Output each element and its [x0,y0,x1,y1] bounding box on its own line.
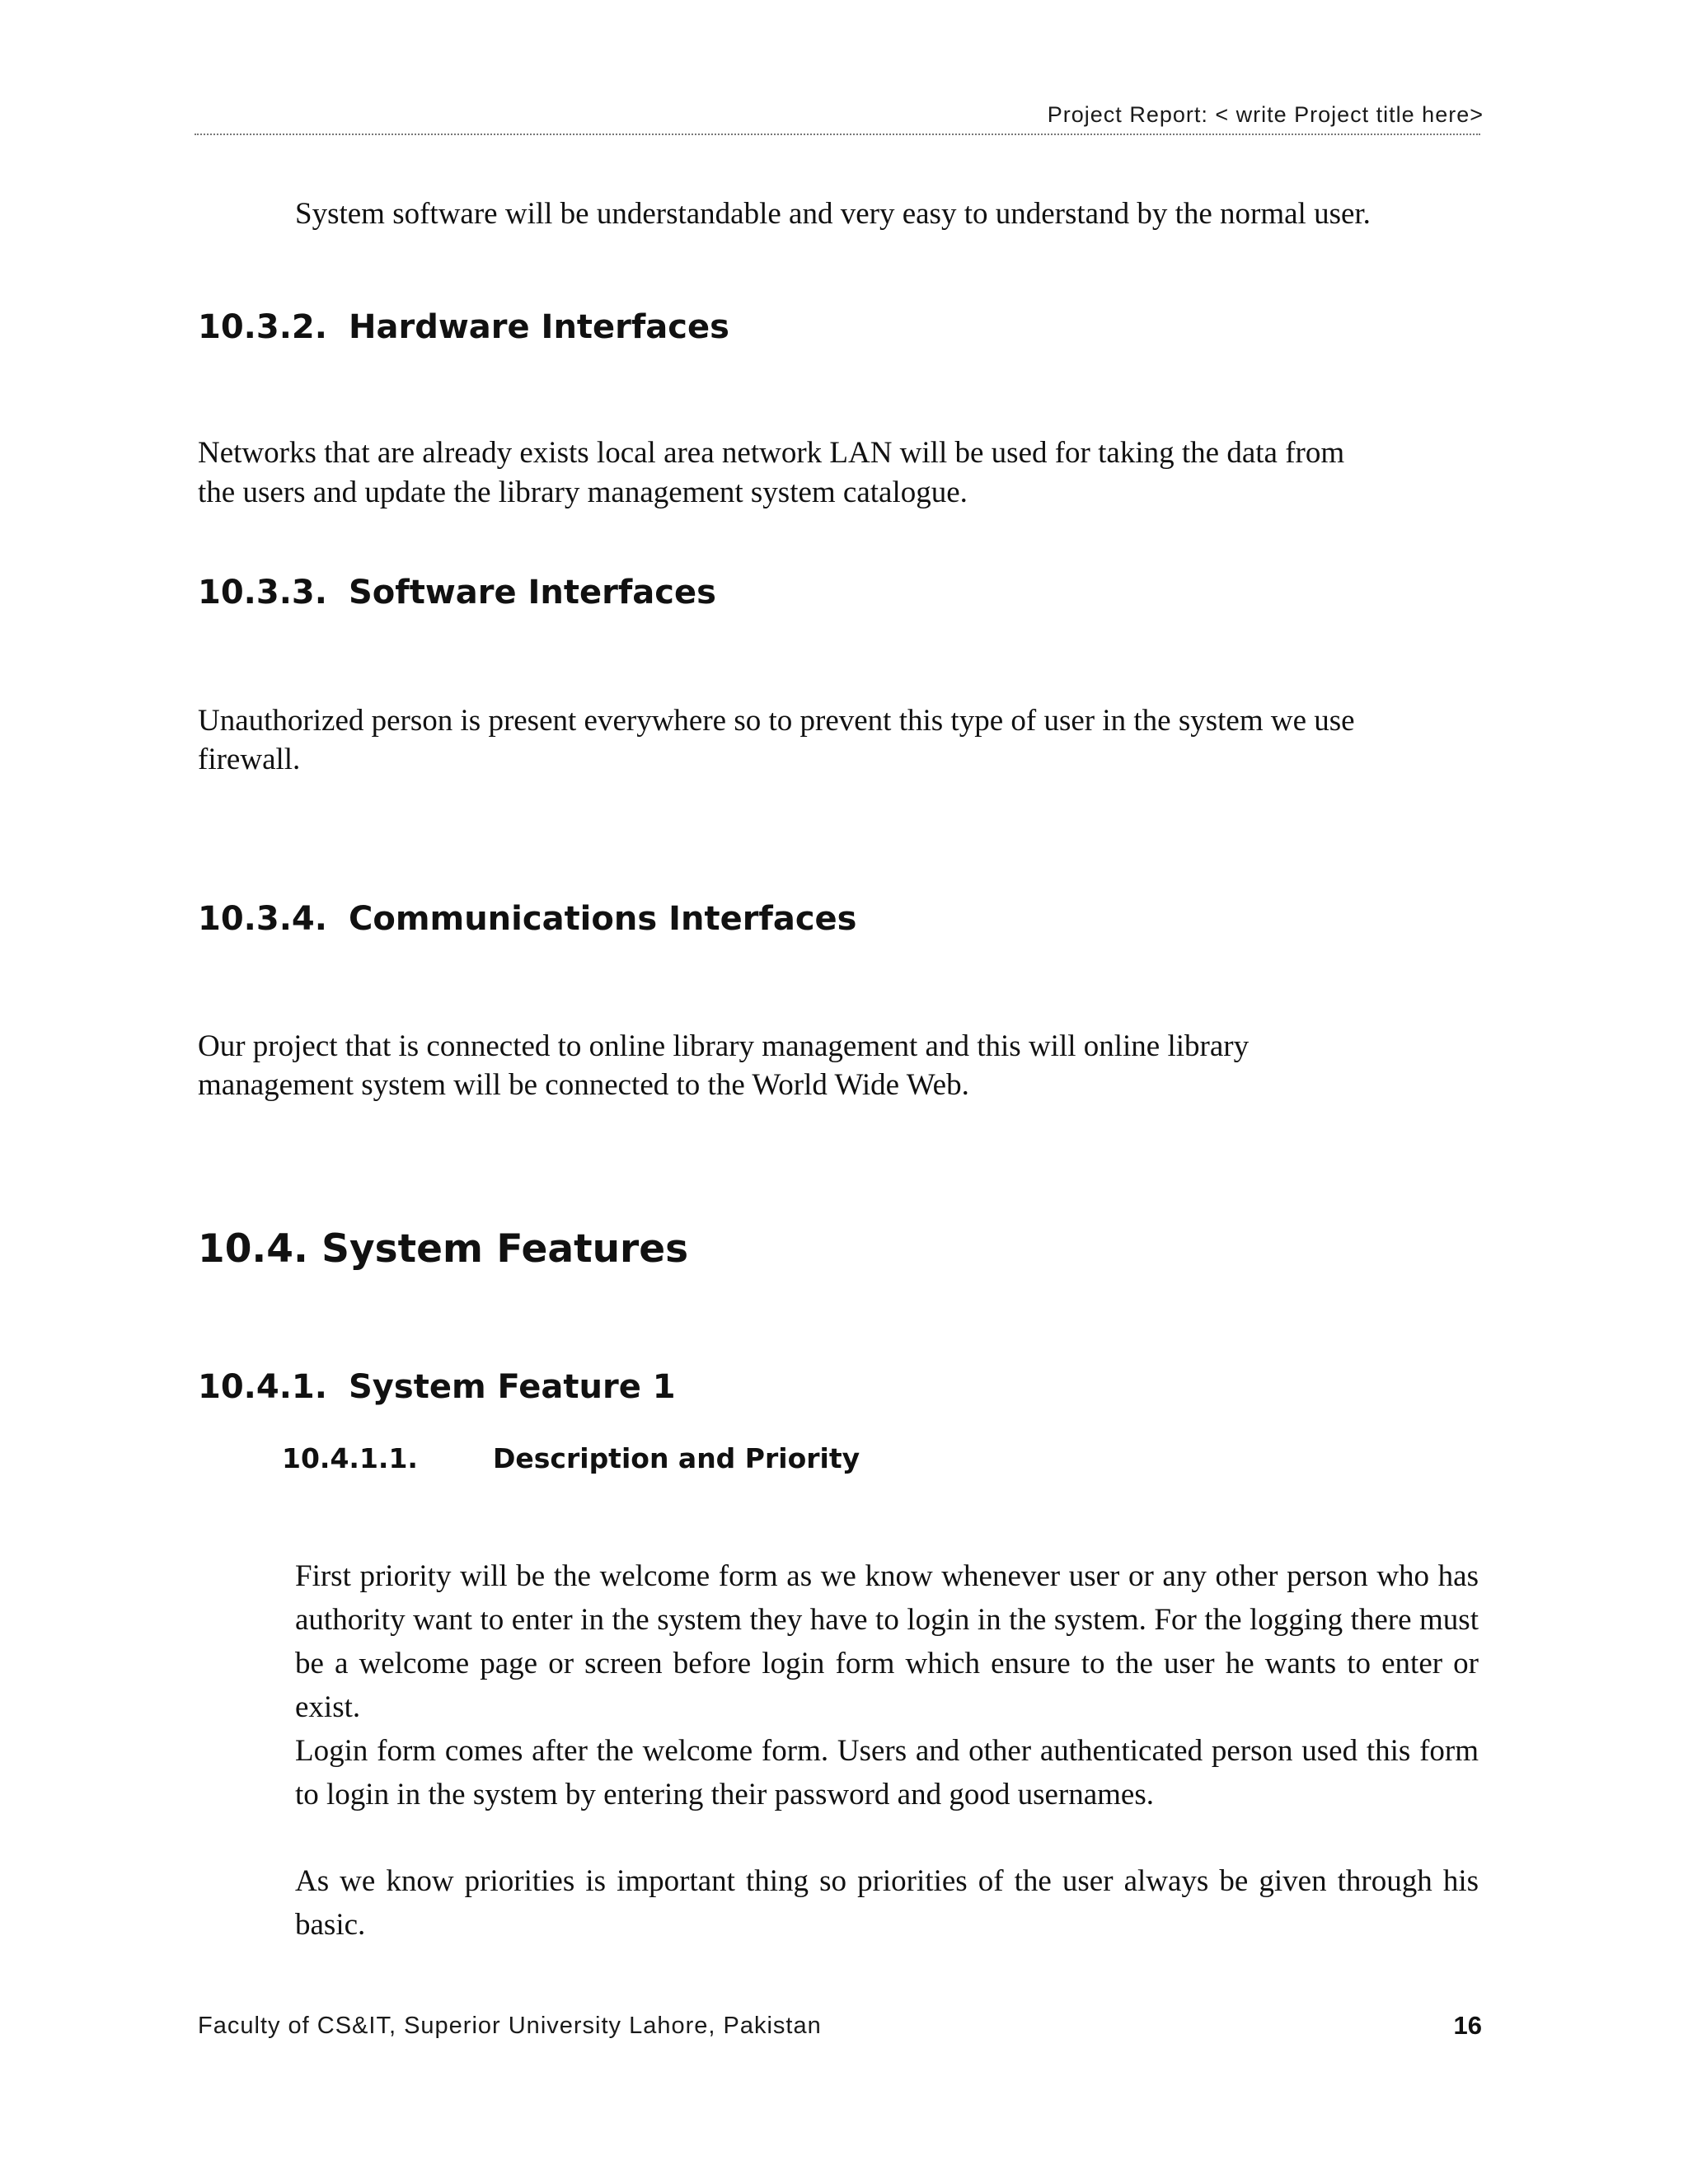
section-heading-software [198,574,716,612]
page-number: 16 [1453,2011,1482,2040]
section-title: System Feature 1 [349,1368,676,1406]
feature-paragraph-3: As we know priorities is important thing so priorities of the user always be given through his basic. [295,1864,1479,1942]
subsection-number: 10.4.1.1. [282,1442,418,1474]
section-title: Software Interfaces [349,574,716,612]
section-number: 10.3.3. [198,574,327,612]
hardware-line-2: the users and update the library management system catalogue. [198,476,968,509]
software-line-2: firewall. [198,743,301,776]
section-heading-feature-1 [198,1368,676,1406]
subsection-title: Description and Priority [493,1442,860,1474]
intro-line: System software will be understandable and very easy to understand by the normal user. [295,197,1371,231]
hardware-line-1: Networks that are already exists local area network LAN will be used for taking the data from [198,436,1345,470]
communications-line-2: management system will be connected to the World Wide Web. [198,1068,969,1102]
header-divider [195,134,1480,135]
page-header-title: Project Report: < write Project title here> [1047,102,1484,127]
page-footer-institution: Faculty of CS&IT, Superior University Lahore, Pakistan [198,2013,822,2039]
section-number: 10.3.4. [198,900,327,938]
section-title: Communications Interfaces [349,900,857,938]
subsection-heading-description [282,1442,860,1474]
feature-paragraph-1: First priority will be the welcome form as we know whenever user or any other person who has authority want to enter in the system they have to login in the system. For the logging there must be a welcome page or screen before login form which ensure to the user he wants to enter or exist. [295,1559,1479,1724]
section-heading-hardware [198,308,729,346]
section-heading-system-features: 10.4. System Features [198,1226,689,1272]
feature-paragraph-2: Login form comes after the welcome form. Users and other authenticated person used this form to login in the system by entering their password and good usernames. [295,1734,1479,1811]
communications-line-1: Our project that is connected to online library management and this will online library [198,1029,1250,1063]
section-title: Hardware Interfaces [349,308,729,346]
section-number: 10.4.1. [198,1368,327,1406]
software-line-1: Unauthorized person is present everywhere so to prevent this type of user in the system we use [198,704,1355,738]
section-heading-communications [198,900,856,938]
section-number: 10.3.2. [198,308,327,346]
